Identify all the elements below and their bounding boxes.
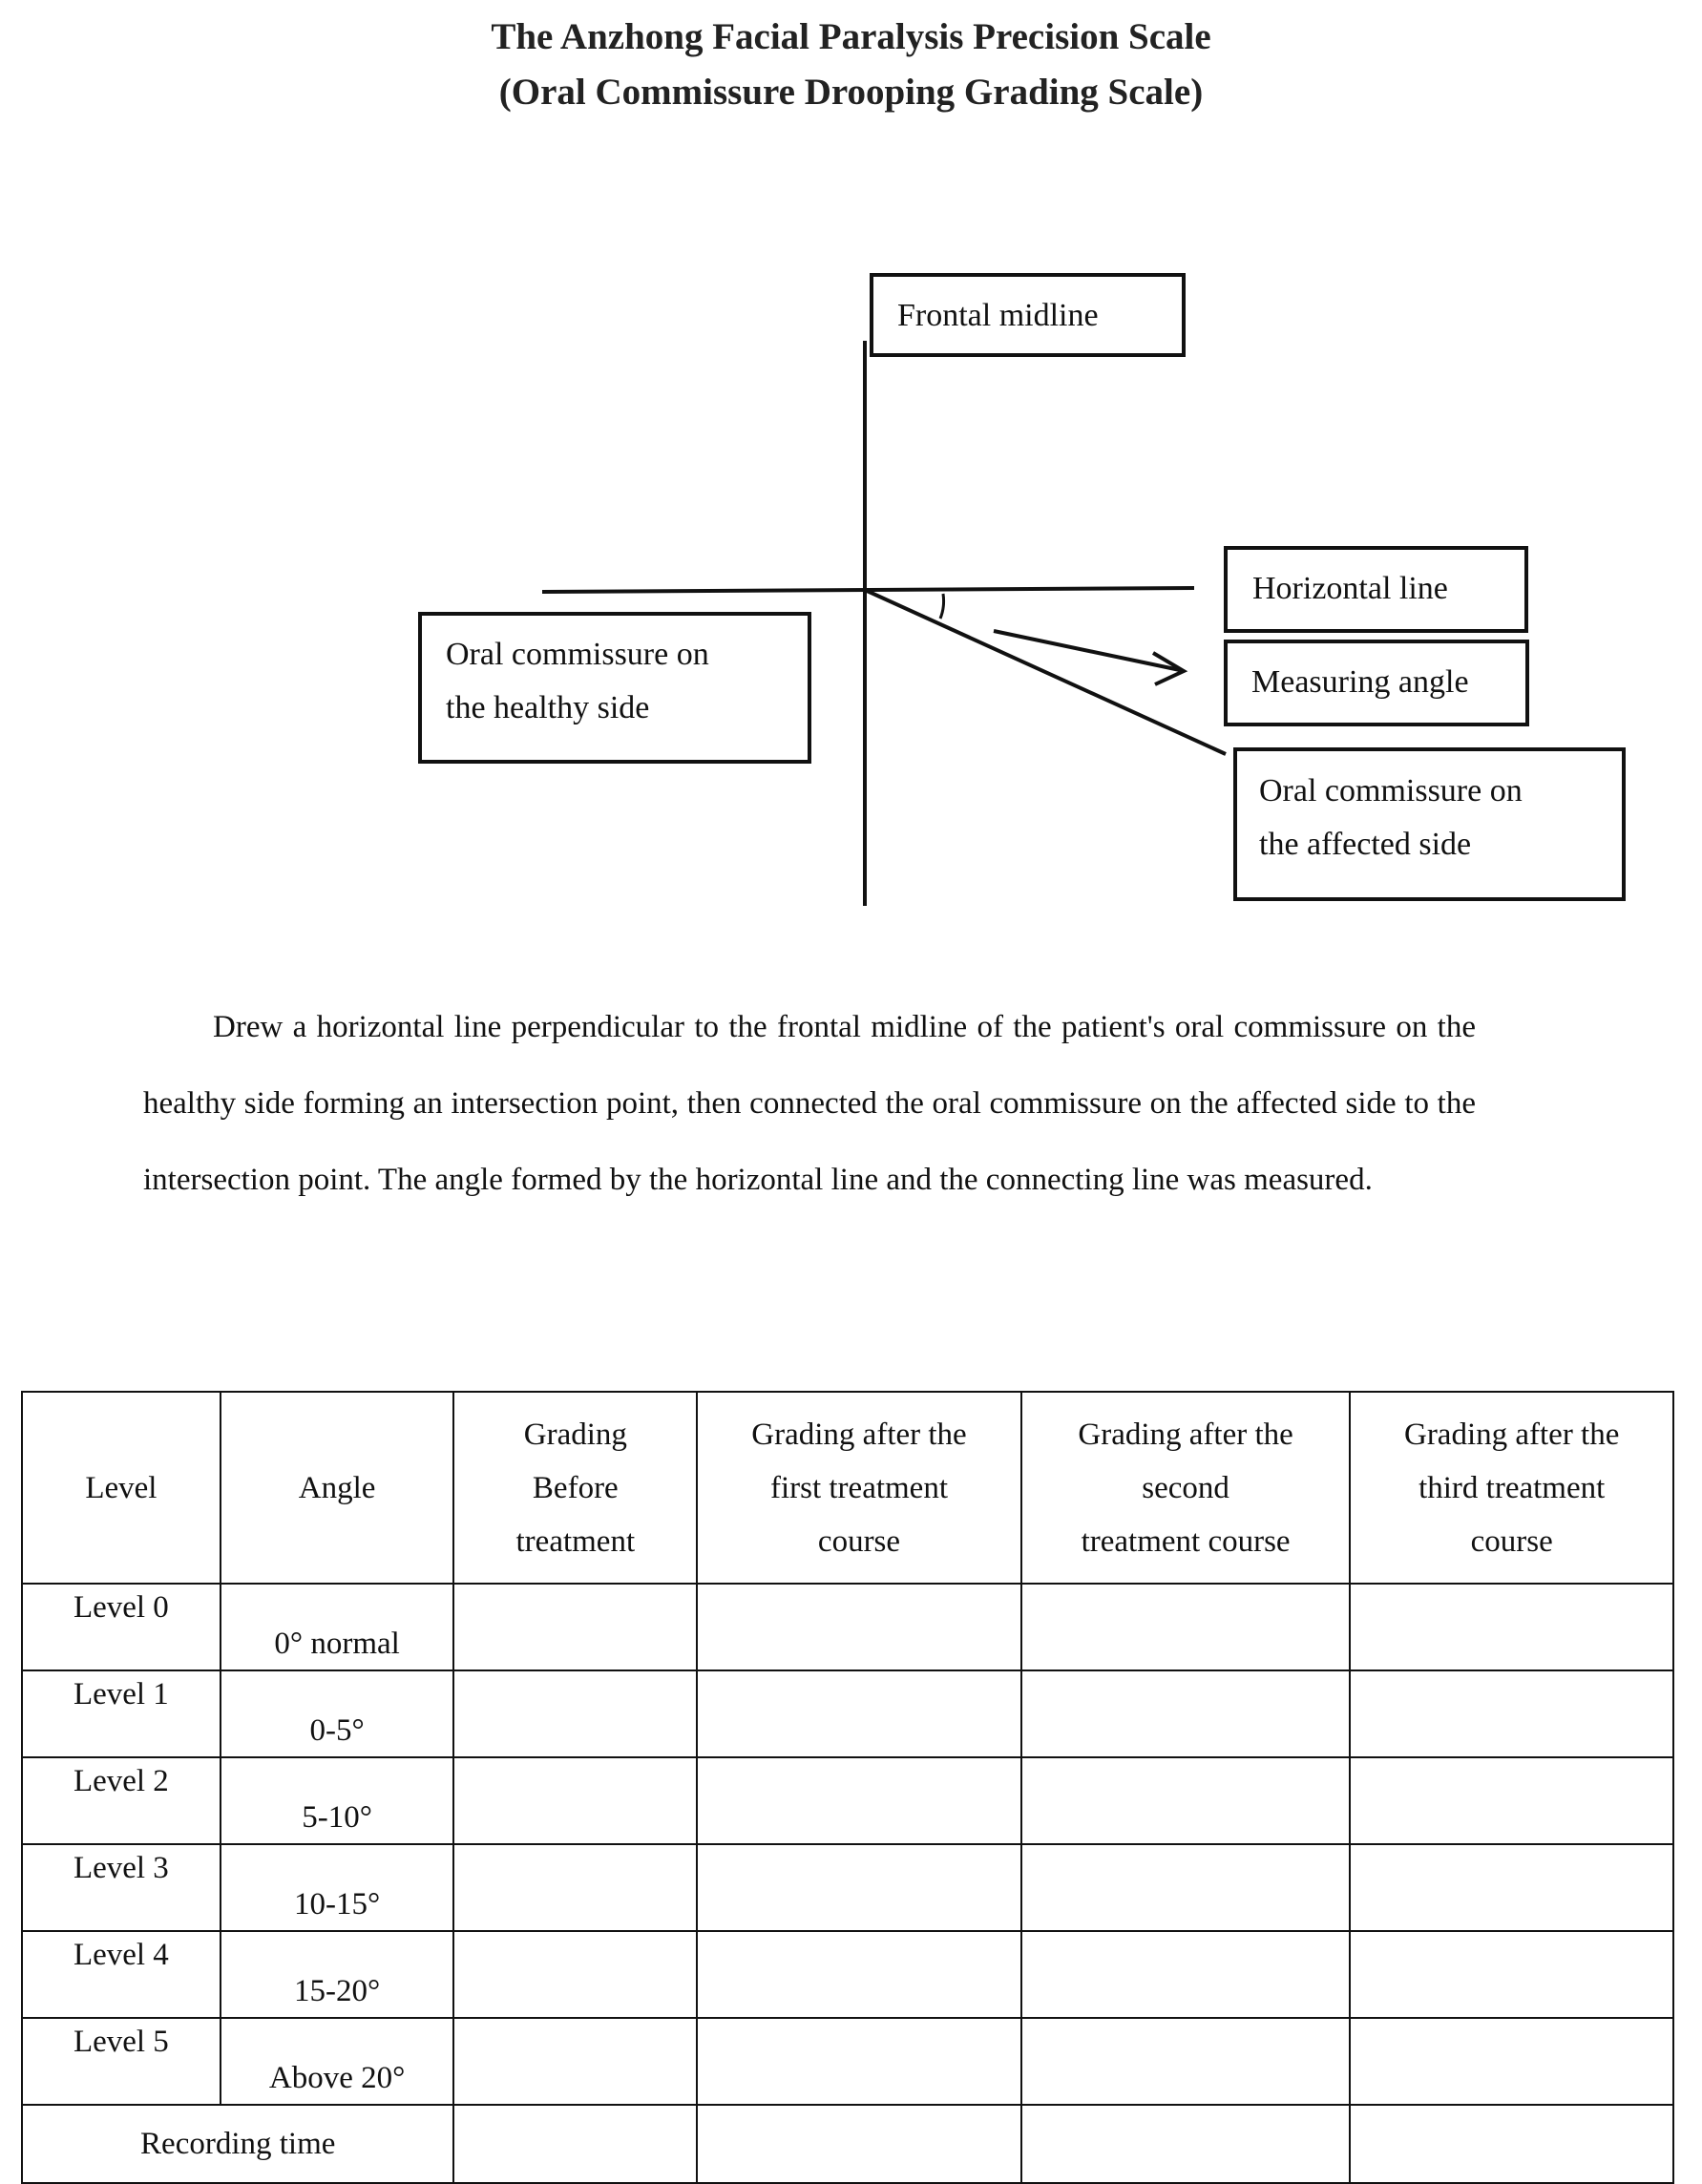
time-cell[interactable] (697, 2105, 1021, 2183)
grade-cell[interactable] (1021, 1757, 1351, 1844)
grade-cell[interactable] (697, 1584, 1021, 1670)
page-title: The Anzhong Facial Paralysis Precision Scale (491, 16, 1211, 57)
angle-diagram (0, 0, 1702, 955)
grade-cell[interactable] (453, 1844, 697, 1931)
angle-cell: 10-15° (221, 1844, 454, 1931)
angle-cell: Above 20° (221, 2018, 454, 2105)
angle-cell: 5-10° (221, 1757, 454, 1844)
angle-cell: 15-20° (221, 1931, 454, 2018)
measuring-angle-label: Measuring angle (1251, 664, 1469, 700)
grade-cell[interactable] (1350, 1844, 1673, 1931)
grade-cell[interactable] (453, 1931, 697, 2018)
header-second-course: Grading after the second treatment course (1021, 1392, 1351, 1584)
level-cell: Level 4 (22, 1931, 221, 2018)
connecting-line (865, 590, 1226, 754)
table-row (22, 1931, 1673, 2018)
angle-cell: 0° normal (221, 1584, 454, 1670)
frontal-midline-label: Frontal midline (897, 298, 1099, 333)
header-third-course: Grading after the third treatment course (1350, 1392, 1673, 1584)
level-cell: Level 3 (22, 1844, 221, 1931)
grade-cell[interactable] (1021, 1584, 1351, 1670)
horizontal-line-label: Horizontal line (1252, 571, 1448, 606)
grade-cell[interactable] (1021, 1670, 1351, 1757)
grading-table (21, 1391, 1674, 2184)
angle-arc (940, 594, 944, 619)
level-cell: Level 5 (22, 2018, 221, 2105)
time-cell[interactable] (1350, 2105, 1673, 2183)
header-level: Level (22, 1392, 221, 1584)
affected-side-label-line1: Oral commissure on (1259, 773, 1523, 808)
table-row (22, 1670, 1673, 1757)
grade-cell[interactable] (697, 2018, 1021, 2105)
table-row (22, 2018, 1673, 2105)
grade-cell[interactable] (1021, 1844, 1351, 1931)
grade-cell[interactable] (1021, 1931, 1351, 2018)
table-row (22, 1757, 1673, 1844)
grade-cell[interactable] (697, 1931, 1021, 2018)
page-subtitle: (Oral Commissure Drooping Grading Scale) (498, 72, 1204, 113)
grade-cell[interactable] (1350, 2018, 1673, 2105)
grade-cell[interactable] (697, 1844, 1021, 1931)
grade-cell[interactable] (1350, 1931, 1673, 2018)
table-row (22, 1584, 1673, 1670)
arrow-line (994, 631, 1180, 670)
table-row (22, 1844, 1673, 1931)
grade-cell[interactable] (453, 1757, 697, 1844)
grade-cell[interactable] (453, 2018, 697, 2105)
grade-cell[interactable] (1350, 1757, 1673, 1844)
method-description: Drew a horizontal line perpendicular to the frontal midline of the patient's oral commissure on the healthy side forming an intersection point, then connected the oral commissure on the affected side to the intersection point. The angle formed by the horizontal line and the connecting line was measured. (143, 1010, 1476, 1197)
level-cell: Level 2 (22, 1757, 221, 1844)
header-before-treatment: Grading Before treatment (453, 1392, 697, 1584)
affected-side-box (1235, 749, 1624, 899)
affected-side-label-line2: the affected side (1259, 827, 1472, 862)
grade-cell[interactable] (1350, 1584, 1673, 1670)
level-cell: Level 1 (22, 1670, 221, 1757)
grade-cell[interactable] (697, 1757, 1021, 1844)
grade-cell[interactable] (453, 1584, 697, 1670)
table-header-row (22, 1392, 1673, 1584)
time-cell[interactable] (1021, 2105, 1351, 2183)
angle-cell: 0-5° (221, 1670, 454, 1757)
time-cell[interactable] (453, 2105, 697, 2183)
level-cell: Level 0 (22, 1584, 221, 1670)
grade-cell[interactable] (1021, 2018, 1351, 2105)
healthy-side-label-line2: the healthy side (446, 690, 650, 725)
healthy-side-label-line1: Oral commissure on (446, 637, 709, 672)
grade-cell[interactable] (697, 1670, 1021, 1757)
grade-cell[interactable] (453, 1670, 697, 1757)
grade-cell[interactable] (1350, 1670, 1673, 1757)
recording-time-row (22, 2105, 1673, 2183)
header-first-course: Grading after the first treatment course (697, 1392, 1021, 1584)
recording-time-label: Recording time (22, 2105, 453, 2183)
header-angle: Angle (221, 1392, 454, 1584)
